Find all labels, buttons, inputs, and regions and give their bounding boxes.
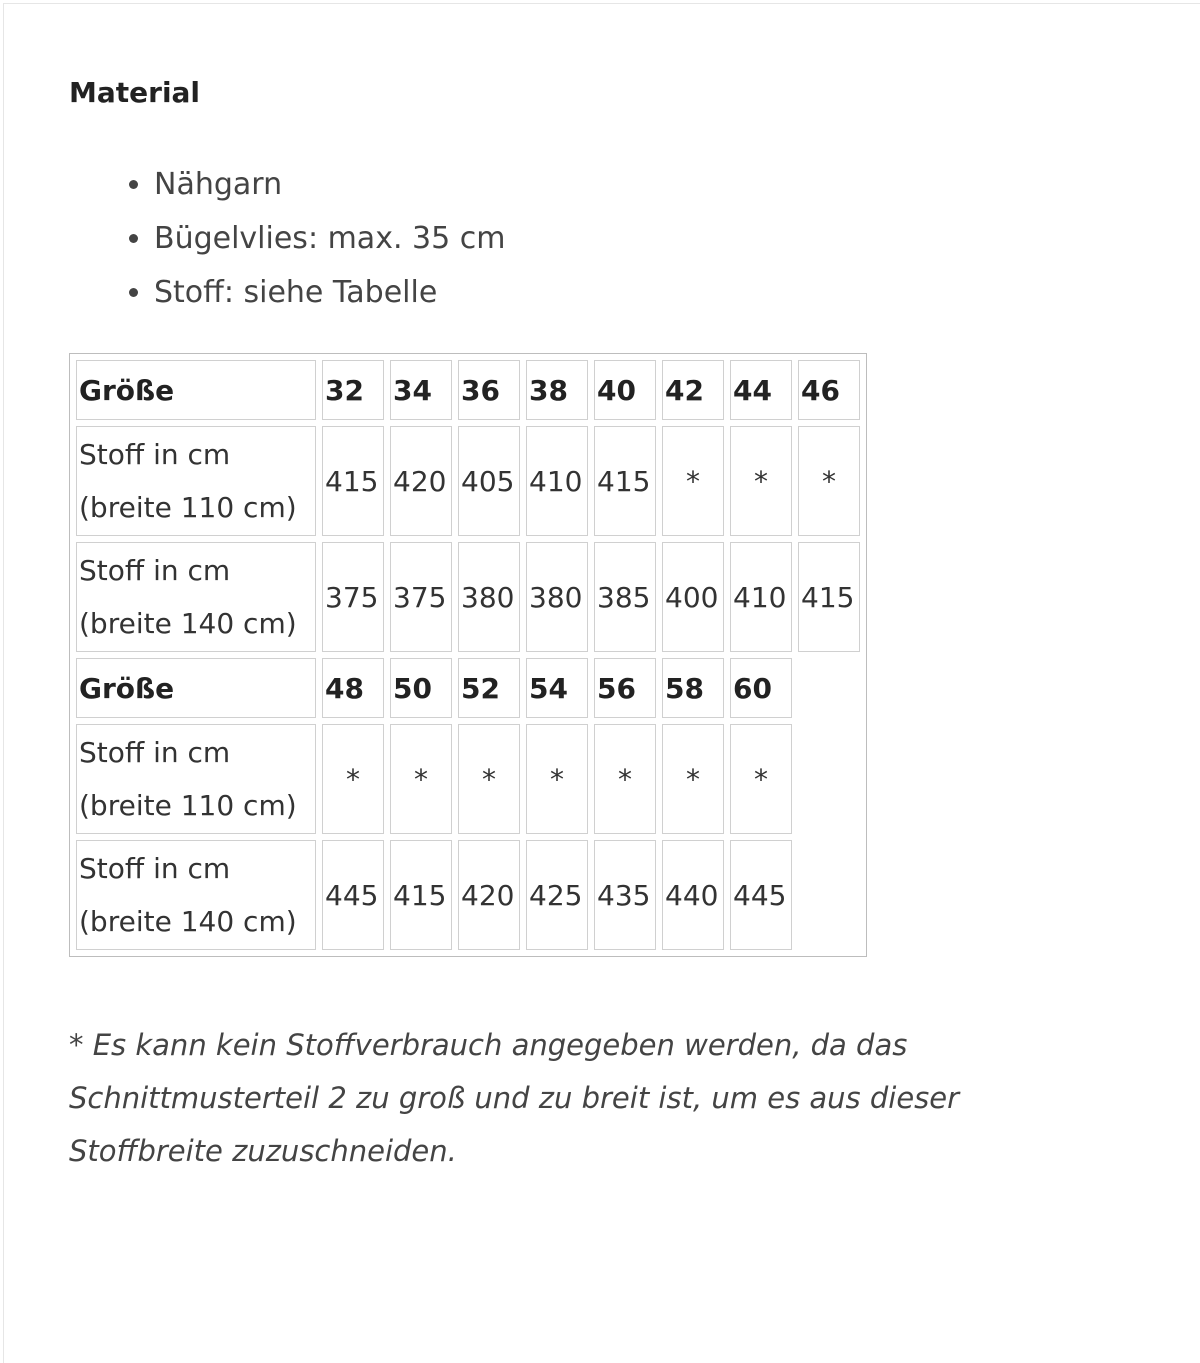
footnote-marker: * [69, 1028, 93, 1062]
row-label [76, 426, 316, 536]
size-header-cell: 46 [798, 360, 860, 420]
list-item: • Stoff: siehe Tabelle [154, 266, 505, 320]
value-cell: 415 [322, 426, 384, 536]
size-header-cell: 32 [322, 360, 384, 420]
value-cell: 415 [390, 840, 452, 950]
value-cell: 425 [526, 840, 588, 950]
material-heading: Material [69, 76, 201, 109]
value-cell: 415 [798, 542, 860, 652]
row-label [76, 542, 316, 652]
list-item: • Nähgarn [154, 158, 505, 212]
value-cell: * [730, 724, 792, 834]
value-cell: * [322, 724, 384, 834]
size-header-cell: 34 [390, 360, 452, 420]
row-label [76, 724, 316, 834]
table-header-row [76, 360, 860, 420]
value-cell: * [662, 724, 724, 834]
value-cell: 415 [594, 426, 656, 536]
size-header-cell: 56 [594, 658, 656, 718]
value-cell: 375 [390, 542, 452, 652]
table-row [76, 840, 860, 950]
row-label [76, 840, 316, 950]
size-header-cell: 48 [322, 658, 384, 718]
value-cell: 385 [594, 542, 656, 652]
row-label-line2: (breite 140 cm) [79, 905, 297, 938]
row-label-line2: (breite 140 cm) [79, 607, 297, 640]
size-header-label: Größe [76, 658, 316, 718]
row-label-line1: Stoff in cm [79, 736, 231, 769]
value-cell: 380 [458, 542, 520, 652]
size-header-cell: 44 [730, 360, 792, 420]
empty-cell [798, 840, 860, 950]
value-cell: 375 [322, 542, 384, 652]
value-cell: 410 [526, 426, 588, 536]
value-cell: 400 [662, 542, 724, 652]
empty-cell [798, 658, 860, 718]
value-cell: * [390, 724, 452, 834]
row-label-line2: (breite 110 cm) [79, 491, 297, 524]
row-label-line1: Stoff in cm [79, 852, 231, 885]
value-cell: * [458, 724, 520, 834]
value-cell: 380 [526, 542, 588, 652]
size-header-cell: 60 [730, 658, 792, 718]
empty-cell [798, 724, 860, 834]
value-cell: * [730, 426, 792, 536]
row-label-line2: (breite 110 cm) [79, 789, 297, 822]
value-cell: 420 [458, 840, 520, 950]
value-cell: 420 [390, 426, 452, 536]
size-header-label: Größe [76, 360, 316, 420]
value-cell: 410 [730, 542, 792, 652]
size-header-cell: 58 [662, 658, 724, 718]
table-row [76, 724, 860, 834]
value-cell: 440 [662, 840, 724, 950]
value-cell: * [662, 426, 724, 536]
size-header-cell: 50 [390, 658, 452, 718]
footnote-text: Es kann kein Stoffverbrauch angegeben werden, da das Schnittmusterteil 2 zu groß und zu breit ist, um es aus dieser Stoffbreite zuzuschneiden. [69, 1028, 960, 1168]
value-cell: * [798, 426, 860, 536]
value-cell: 445 [322, 840, 384, 950]
size-header-cell: 54 [526, 658, 588, 718]
table-row [76, 542, 860, 652]
footnote [69, 1019, 1069, 1178]
table-header-row [76, 658, 860, 718]
value-cell: * [594, 724, 656, 834]
size-header-cell: 40 [594, 360, 656, 420]
value-cell: * [526, 724, 588, 834]
row-label-line1: Stoff in cm [79, 438, 231, 471]
size-header-cell: 52 [458, 658, 520, 718]
material-list [114, 158, 505, 320]
fabric-size-table [69, 353, 867, 957]
row-label-line1: Stoff in cm [79, 554, 231, 587]
table-row [76, 426, 860, 536]
value-cell: 435 [594, 840, 656, 950]
size-header-cell: 36 [458, 360, 520, 420]
value-cell: 445 [730, 840, 792, 950]
table-body [76, 360, 860, 950]
size-header-cell: 42 [662, 360, 724, 420]
size-header-cell: 38 [526, 360, 588, 420]
list-item: • Bügelvlies: max. 35 cm [154, 212, 505, 266]
value-cell: 405 [458, 426, 520, 536]
